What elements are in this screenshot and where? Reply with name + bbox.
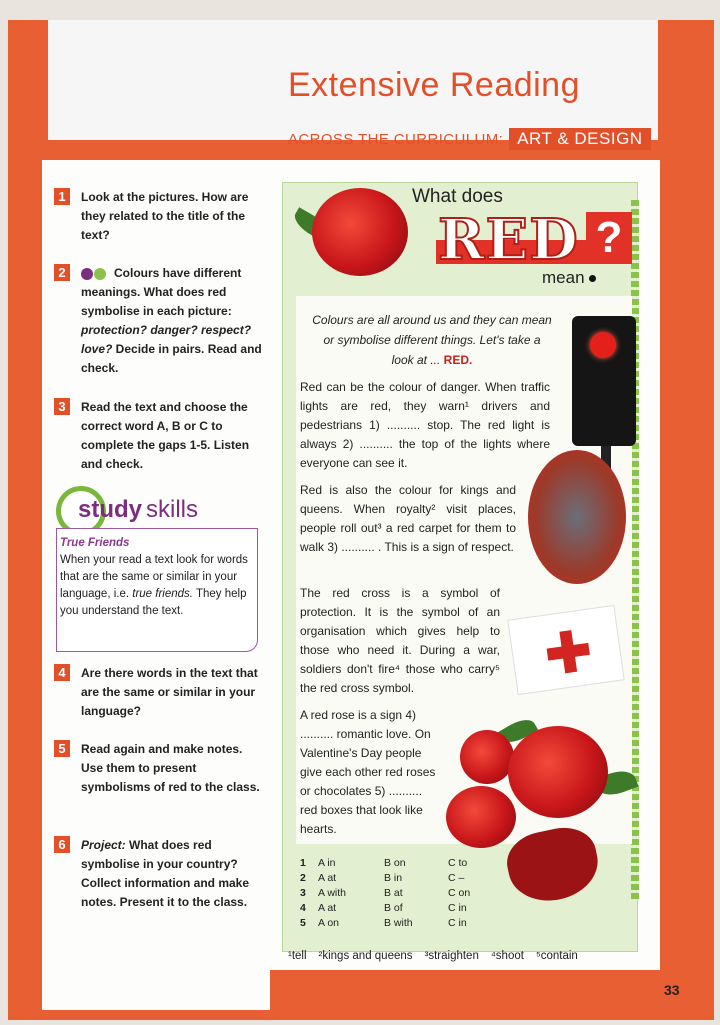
red-light-icon xyxy=(590,332,616,358)
option-c: C – xyxy=(448,872,465,884)
task-project-label: Project: xyxy=(81,838,126,852)
option-b: B on xyxy=(384,857,406,869)
task-number: 5 xyxy=(54,740,70,757)
option-a: A at xyxy=(318,902,337,914)
options-row xyxy=(300,871,500,886)
option-b: B of xyxy=(384,902,403,914)
task-1 xyxy=(56,188,266,245)
task-text-part: What does red symbolise in your country? Collect information and make notes. Present it to the class. xyxy=(81,838,250,909)
mean-text: mean xyxy=(542,268,585,287)
task-text-part: Colours have different meanings. What does red symbolise in each picture: xyxy=(81,266,242,318)
option-a: A at xyxy=(318,872,337,884)
pair-work-icon xyxy=(94,268,106,280)
red-cross-flag-image xyxy=(507,605,625,695)
glossary xyxy=(288,950,634,962)
option-number: 3 xyxy=(300,887,306,899)
study-text-part: They help you understand the text. xyxy=(60,588,247,617)
task-3 xyxy=(56,398,266,474)
glossary-item: ²kings and queens xyxy=(318,950,413,962)
task-text xyxy=(81,264,266,378)
study-skills-title xyxy=(78,496,198,524)
study-title-bold: study xyxy=(78,496,143,523)
options-row xyxy=(300,886,500,901)
option-c: C in xyxy=(448,902,467,914)
task-number: 2 xyxy=(54,264,70,281)
bullet-icon xyxy=(589,275,596,282)
option-number: 5 xyxy=(300,917,306,929)
options-row xyxy=(300,916,500,931)
page-title: Extensive Reading xyxy=(288,66,581,104)
article-paragraph-1: Red can be the colour of danger. When traffic lights are red, they warn¹ drivers and pedestrians 1) .......... stop. The red light is always 2) .......... the top of the lights where everyone can see it. xyxy=(300,380,550,470)
task-text: Read again and make notes. Use them to present symbolisms of red to the class. xyxy=(81,742,260,794)
option-a: A with xyxy=(318,887,347,899)
task-number: 1 xyxy=(54,188,70,205)
option-number: 2 xyxy=(300,872,306,884)
option-b: B at xyxy=(384,887,403,899)
task-text: Look at the pictures. How are they related to the title of the text? xyxy=(81,190,249,242)
subtitle-tag: ART & DESIGN xyxy=(509,128,650,150)
task-5 xyxy=(56,740,266,797)
task-text-italic: protection? danger? respect? love? xyxy=(81,323,252,356)
task-4 xyxy=(56,664,266,721)
options-row xyxy=(300,856,500,871)
page-number: 33 xyxy=(664,982,680,998)
article-paragraph-4: A red rose is a sign 4) .......... romantic love. On Valentine's Day people give each other red roses or chocolates 5) .......... red boxes that look like hearts. xyxy=(300,708,436,836)
option-b: B with xyxy=(384,917,413,929)
article-title-mean xyxy=(542,268,596,288)
rose-image xyxy=(508,726,608,818)
glossary-item: ¹tell xyxy=(288,950,307,962)
task-text xyxy=(81,836,266,912)
study-skills-text xyxy=(60,552,254,620)
option-number: 1 xyxy=(300,857,306,869)
traffic-light-image xyxy=(572,316,636,446)
subtitle-prefix: ACROSS THE CURRICULUM: xyxy=(288,130,504,148)
option-b: B in xyxy=(384,872,403,884)
glossary-item: ³straighten xyxy=(424,950,479,962)
section-subtitle xyxy=(288,128,651,150)
study-skills-heading: True Friends xyxy=(60,537,130,549)
glossary-item: ⁴shoot xyxy=(490,950,524,962)
article-title-red: RED xyxy=(438,207,579,273)
article-title-what-does: What does xyxy=(412,186,503,207)
rose-image xyxy=(460,730,514,784)
task-text: Are there words in the text that are the same or similar in your language? xyxy=(81,666,258,718)
task-6 xyxy=(56,836,266,912)
options-row xyxy=(300,901,500,916)
glossary-item: ⁵contain xyxy=(535,950,578,962)
option-a: A in xyxy=(318,857,336,869)
decorative-strip xyxy=(631,200,639,900)
task-text-part: Decide in pairs. Read and check. xyxy=(81,342,262,375)
option-a: A on xyxy=(318,917,340,929)
task-text: Read the text and choose the correct word A, B or C to complete the gaps 1-5. Listen and check. xyxy=(81,400,250,471)
rose-image xyxy=(446,786,516,848)
article-paragraph-3: The red cross is a symbol of protection. It is the symbol of an organisation which gives help to those who need it. During a war, soldiers don't fire⁴ those who carry⁵ the red cross symbol. xyxy=(300,586,500,695)
option-c: C to xyxy=(448,857,468,869)
intro-text: Colours are all around us and they can mean or symbolise different things. Let's take a look at ... xyxy=(312,313,552,367)
article-title-question: ? xyxy=(586,212,632,264)
task-2 xyxy=(56,264,266,378)
royalty-photo xyxy=(528,450,626,584)
intro-red-word: RED. xyxy=(443,353,473,367)
pair-work-icon xyxy=(81,268,93,280)
article-paragraph-2: Red is also the colour for kings and queens. When royalty² visit places, people roll out³ a red carpet for them to walk 3) .......... . This is a sign of respect. xyxy=(300,483,516,554)
task-number: 6 xyxy=(54,836,70,853)
rose-image xyxy=(312,188,408,276)
option-number: 4 xyxy=(300,902,306,914)
option-c: C on xyxy=(448,887,471,899)
study-text-part: When your read a text look for words that are the same or similar in your language, i.e. xyxy=(60,554,248,600)
task-number: 4 xyxy=(54,664,70,681)
study-skills-box xyxy=(56,528,258,652)
study-title-light: skills xyxy=(146,496,199,523)
answer-options-table xyxy=(300,856,500,931)
study-text-italic: true friends. xyxy=(132,588,193,600)
option-c: C in xyxy=(448,917,467,929)
task-number: 3 xyxy=(54,398,70,415)
article-intro xyxy=(312,310,552,370)
